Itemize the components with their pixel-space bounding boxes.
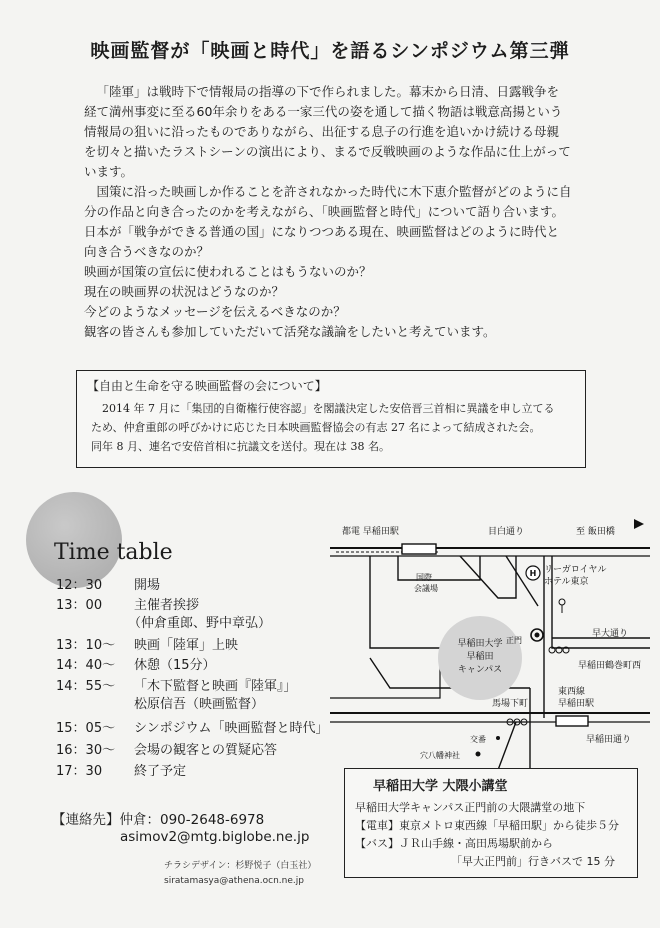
map-label-tozai-2: 早稲田駅	[558, 699, 595, 709]
body-line: を切々と描いたラストシーンの演出により、まるで反戦映画のような作品に仕上がって	[84, 144, 571, 159]
body-line: 観客の皆さんも参加していただいて活発な議論をしたいと考えています。	[84, 324, 496, 339]
body-line: 日本が「戦争ができる普通の国」になりつつある現在、映画監督はどのように時代と	[84, 224, 560, 239]
map-label-waseda-dori: 早稲田通り	[586, 735, 632, 745]
map-label-campus-1: 早稲田大学	[457, 639, 503, 649]
arrow-right-icon	[634, 519, 644, 529]
road-line	[370, 556, 440, 648]
timetable-time: 15：05～	[56, 721, 116, 736]
map-label-sodai-dori: 早大通り	[592, 629, 629, 639]
body-line: 今どのようなメッセージを伝えるべきなのか？	[84, 304, 346, 319]
access-map	[330, 498, 650, 770]
map-label-toden: 都電 早稲田駅	[342, 527, 399, 537]
intro-text	[84, 82, 594, 342]
association-body	[91, 399, 577, 456]
map-label-hotel-2: ホテル東京	[544, 577, 589, 587]
timetable-event: 休憩（15分）	[134, 658, 216, 673]
timetable-event: 終了予定	[134, 764, 187, 779]
association-line: ため、仲倉重郎の呼びかけに応じた日本映画監督協会の有志 27 名によって結成された会。	[91, 421, 541, 434]
map-label-baba: 馬場下町	[492, 699, 529, 709]
body-line: 分の作品と向き合ったのかを考えながら、「映画監督と時代」について語り合います。	[84, 204, 565, 219]
map-label-hotel: リーガロイヤル	[544, 565, 607, 575]
timetable-time: 14：40～	[56, 658, 116, 673]
timetable-event: 開場	[134, 578, 161, 593]
association-line: 同年 8 月、連名で安倍首相に抗議文を送付。現在は 38 名。	[91, 440, 390, 453]
road-line	[398, 556, 480, 580]
map-label-tsurumaki: 早稲田鶴巻町西	[578, 661, 642, 671]
timetable-event: 主催者挨拶	[134, 598, 200, 613]
road-line	[460, 556, 516, 598]
contact-phone: 仲倉：090-2648-6978	[119, 812, 265, 828]
koban-icon	[496, 736, 500, 740]
body-line: 「陸軍」は戦時下で情報局の指導の下で作られました。幕末から日清、日露戦争を	[96, 84, 560, 99]
venue-line: 「早大正門前」行きバスで 15 分	[451, 855, 615, 868]
map-label-seimon: 正門	[506, 636, 522, 645]
post-icon	[559, 599, 565, 605]
contact-line	[52, 808, 264, 828]
map-label-hall-1: 国際	[416, 573, 432, 582]
body-line: 経て満州事変に至る60年余りをある一家三代の姿を通して描く物語は戦意高揚という	[84, 104, 563, 119]
association-title: 【自由と生命を守る映画監督の会について】	[87, 379, 327, 393]
designer-credit: チラシデザイン：杉野悦子（白玉社）	[164, 861, 317, 871]
timetable-time: 16：30～	[56, 743, 116, 758]
timetable-title: Time table	[54, 540, 173, 565]
timetable-time: 13：00	[56, 598, 103, 613]
map-label-iidabashi: 至 飯田橋	[576, 527, 615, 537]
timetable-event: 会場の観客との質疑応答	[134, 743, 278, 758]
map-label-tozai-1: 東西線	[558, 687, 586, 697]
contact-email[interactable]: asimov2@mtg.biglobe.ne.jp	[120, 829, 310, 845]
tozai-station	[556, 716, 588, 726]
venue-line: 【バス】ＪＲ山手線・高田馬場駅前から	[355, 837, 553, 850]
venue-marker-icon	[535, 633, 540, 638]
association-box	[76, 370, 586, 468]
timetable-sub: （仲倉重郎、野中章弘）	[128, 616, 272, 631]
body-line: 映画が国策の宣伝に使われることはもうないのか？	[84, 264, 372, 279]
body-line: 国策に沿った映画しか作ることを許されなかった時代に木下恵介監督がどのように自	[96, 184, 572, 199]
tram-station	[402, 544, 436, 554]
body-line: います。	[84, 164, 134, 179]
timetable-time: 13：10～	[56, 638, 116, 653]
map-label-koban: 交番	[470, 735, 486, 744]
body-line: 情報局の狙いに沿ったものでありながら、出征する息子の行進を追いかけ続ける母親	[84, 124, 560, 139]
timetable-event: シンポジウム「映画監督と時代」	[134, 721, 329, 736]
timetable-time: 14：55～	[56, 679, 116, 694]
body-line: 現在の映画界の状況はどうなのか？	[84, 284, 285, 299]
road-line	[330, 648, 440, 698]
map-label-hall-2: 会議場	[414, 584, 438, 593]
shrine-icon	[476, 752, 481, 757]
timetable-time: 12：30	[56, 578, 103, 593]
venue-line: 早稲田大学キャンパス正門前の大隈講堂の地下	[355, 801, 586, 814]
road-line	[498, 722, 516, 770]
body-line: 向き合うべきなのか？	[84, 244, 210, 259]
timetable-time: 17：30	[56, 764, 103, 779]
timetable-sub: 松原信吾（映画監督）	[134, 697, 265, 712]
hotel-icon-letter: H	[529, 569, 537, 578]
association-line: 2014 年 7 月に「集団的自衛権行使容認」を閣議決定した安倍晋三首相に異議を申し立てる	[102, 402, 555, 415]
venue-title: 早稲田大学 大隈小講堂	[373, 779, 508, 794]
venue-line: 【電車】東京メトロ東西線「早稲田駅」から徒歩５分	[355, 819, 619, 832]
map-label-shrine: 穴八幡神社	[420, 751, 460, 760]
designer-email: siratamasya@athena.ocn.ne.jp	[164, 876, 304, 886]
venue-box	[344, 768, 638, 878]
page-title: 映画監督が「映画と時代」を語るシンポジウム第三弾	[90, 40, 570, 62]
map-label-campus-2: 早稲田	[466, 652, 494, 662]
timetable-event: 「木下監督と映画『陸軍』」	[134, 679, 297, 694]
contact-label: 【連絡先】	[52, 812, 120, 828]
timetable-event: 映画「陸軍」上映	[134, 638, 239, 653]
map-label-campus-3: キャンパス	[457, 665, 503, 675]
map-label-mejiro: 目白通り	[488, 527, 525, 537]
